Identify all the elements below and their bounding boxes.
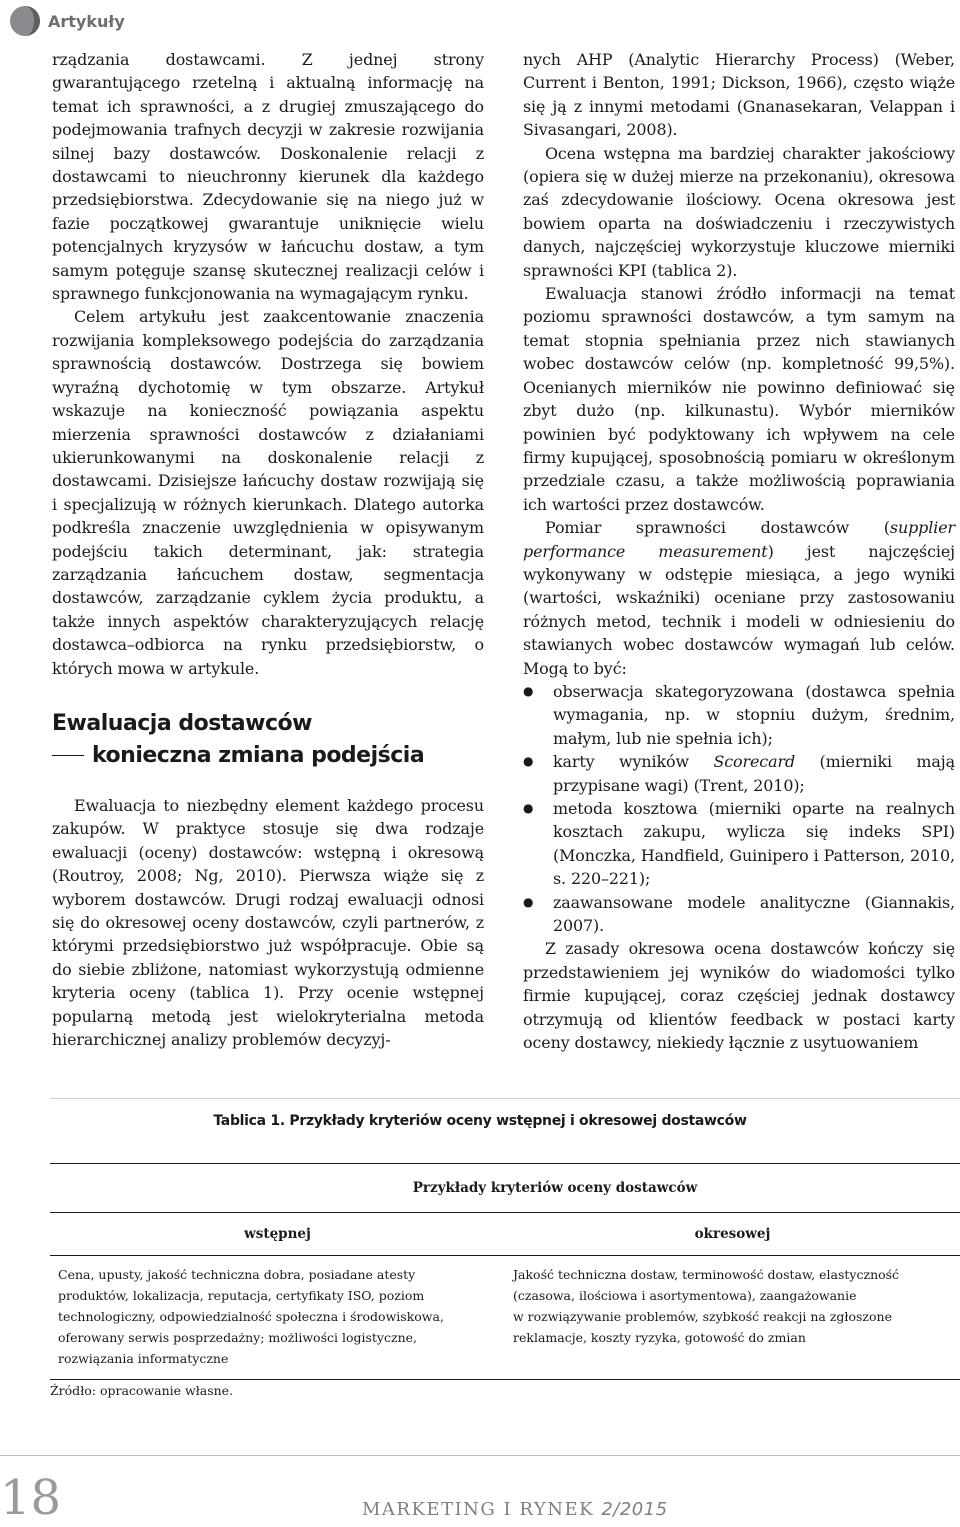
paragraph: Ocena wstępna ma bardziej charakter jakościowy (opiera się w dużej mierze na przekonaniu), okresowa zaś zdecydowanie ilościowy. Ocena okresowa jest bowiem oparta na doświadczeniu i rzeczywistych danych, najczęściej wykorzystuje kluczowe mierniki sprawności KPI (tablica 2).: [523, 143, 955, 280]
table-cell-line: reklamacje, koszty ryzyka, gotowość do zmian: [513, 1330, 806, 1345]
paragraph: Ewaluacja stanowi źródło informacji na temat poziomu sprawności dostawców, a tym samym na temat stopnia spełniania przez nich stawianych wobec dostawców celów (np. kompletność 99,5%). Ocenianych mierników nie powinno definiować się zbyt dużo (np. kilkunastu). Wybór mierników powinien być podyktowany ich wpływem na cele firmy kupującej, sposobnością pomiaru w określonym przedziale czasu, a także możliwością poprawiania ich wartości przez dostawców.: [523, 284, 955, 514]
journal-title: [362, 1499, 668, 1520]
paragraph: Z zasady okresowa ocena dostawców kończy się przedstawieniem jej wyników do wiadomości tylko firmie kupującej, coraz częściej jednak dostawcy otrzymują od klientów feedback w postaci karty oceny dostawcy, niekiedy łącznie z usytuowaniem: [523, 939, 955, 1053]
heading-dash: [52, 755, 84, 756]
table-cell-line: Jakość techniczna dostaw, terminowość dostaw, elastyczność: [513, 1267, 900, 1282]
paragraph: rządzania dostawcami. Z jednej strony gwarantującego rzetelną i aktualną informację na temat ich sprawności, a z drugiej zmuszającego do podejmowania trafnych decyzji w zakresie rozwijania silnej bazy dostawców. Doskonalenie relacji z dostawcami to nieuchronny kierunek dla każdego przedsiębiorstwa. Zdecydowanie się na niego już w fazie początkowej gwarantuje uniknięcie wielu potencjalnych kryzysów w łańcuchu dostaw, a tym samym potęguje szansę skutecznej realizacji celów i sprawnego funkcjonowania na wymagającym rynku.: [52, 50, 484, 304]
table-cell-initial: [50, 1264, 505, 1369]
paragraph: Ewaluacja to niezbędny element każdego procesu zakupów. W praktyce stosuje się dwa rodzaje ewaluacji (oceny) dostawców: wstępną i okresową (Routroy, 2008; Ng, 2010). Pierwsza wiąże się z wyborem dostawców. Drugi rodzaj ewaluacji odnosi się do okresowej oceny dostawców, czyli partnerów, z którymi przedsiębiorstwo już współpracuje. Obie są do siebie zbliżone, natomiast wykorzystują odmienne kryteria oceny (tablica 1). Przy ocenie wstępnej popularną metodą jest wielokryterialna metoda hierarchicznej analizy problemów decyzyj-: [52, 795, 484, 1050]
table-cell-line: oferowany serwis posprzedażny; możliwości logistyczne,: [58, 1330, 418, 1345]
italic-term: supplier performance measurement: [523, 518, 955, 561]
divider: [50, 1098, 960, 1099]
left-column: [52, 48, 484, 1051]
table-header: Przykłady kryteriów oceny dostawców: [50, 1163, 960, 1212]
table-subheader: [50, 1212, 960, 1256]
journal-issue: 2/2015: [601, 1499, 668, 1520]
table-cell-line: w rozwiązywanie problemów, szybkość reakcji na zgłoszone: [513, 1309, 892, 1324]
text-run: ) jest najczęściej wykonywany w odstępie miesiąca, a jego wyniki (wartości, wskaźniki) oceniane przy zastosowaniu różnych metod, technik i modeli w odniesieniu do stawianych wobec dostawców wymagań lub celów. Mogą to być:: [523, 541, 956, 678]
section-heading: [52, 708, 484, 772]
column-header-initial: wstępnej: [244, 1225, 311, 1242]
table-cell-line: rozwiązania informatyczne: [58, 1351, 229, 1366]
section-logo-icon: [8, 4, 42, 38]
journal-name: MARKETING I RYNEK: [362, 1499, 595, 1520]
paragraph: nych AHP (Analytic Hierarchy Process) (Weber, Current i Benton, 1991; Dickson, 1966), często wiąże się ją z innymi metodami (Gnanasekaran, Velappan i Sivasangari, 2008).: [523, 50, 955, 140]
right-column: [523, 48, 955, 1054]
text-run: karty wyników: [553, 752, 714, 772]
section-heading-line2-wrap: [52, 740, 484, 772]
column-header-periodic: okresowej: [694, 1225, 771, 1242]
section-heading-line2: konieczna zmiana podejścia: [92, 742, 425, 768]
table-caption: Tablica 1. Przykłady kryteriów oceny wstępnej i okresowej dostawców: [213, 1113, 747, 1129]
list-item: ● zaawansowane modele analityczne (Giannakis, 2007).: [523, 891, 955, 938]
table-cell-line: produktów, lokalizacja, reputacja, certyfikaty ISO, poziom: [58, 1288, 425, 1303]
footer-divider: [0, 1455, 960, 1456]
page-number: 18: [0, 1470, 62, 1526]
text-run: Pomiar sprawności dostawców (: [545, 518, 890, 538]
bullet-list: [523, 680, 955, 937]
italic-term: Scorecard: [713, 752, 796, 772]
table-cell-line: Cena, upusty, jakość techniczna dobra, posiadane atesty: [58, 1267, 416, 1282]
criteria-table: [50, 1163, 960, 1380]
table-cell-line: technologiczny, odpowiedzialność społeczna i środowiskowa,: [58, 1309, 444, 1324]
list-item: [523, 750, 955, 797]
section-label: Artykuły: [48, 11, 125, 31]
paragraph: Celem artykułu jest zaakcentowanie znaczenia rozwijania kompleksowego podejścia do zarządzania sprawnością dostawców. Dostrzega się bowiem wyraźną dychotomię w tym obszarze. Artykuł wskazuje na konieczność powiązania aspektu mierzenia sprawności dostawców z działaniami ukierunkowanymi na doskonalenie relacji z dostawcami. Dzisiejsze łańcuchy dostaw rozwijają się i specjalizują w różnych kierunkach. Dlatego autorka podkreśla znaczenie uwzględnienia w opisywanym podejściu takich determinant, jak: strategia zarządzania łańcuchem dostaw, segmentacja dostawców, zarządzanie cyklem życia produktu, a także innych aspektów charakteryzujących relację dostawca–odbiorca na rynku przedsiębiorstw, o których mowa w artykule.: [52, 307, 484, 678]
table-cell-line: (czasowa, ilościowa i asortymentowa), zaangażowanie: [513, 1288, 857, 1303]
table-row: [50, 1256, 960, 1380]
paragraph: [523, 516, 955, 680]
section-header: [8, 6, 125, 36]
table-cell-periodic: [505, 1264, 960, 1369]
table-source: Źródło: opracowanie własne.: [50, 1383, 234, 1398]
text-run: (mierniki mają przypisane wagi) (Trent, 2010);: [553, 752, 955, 795]
section-heading-line1: Ewaluacja dostawców: [52, 710, 312, 736]
list-item: ● metoda kosztowa (mierniki oparte na realnych kosztach zakupu, wylicza się indeks SPI) (Monczka, Handfield, Guinipero i Patterson, 2010, s. 220–221);: [523, 797, 955, 891]
list-item: ● obserwacja skategoryzowana (dostawca spełnia wymagania, np. w stopniu dużym, średnim, małym, lub nie spełnia ich);: [523, 680, 955, 750]
